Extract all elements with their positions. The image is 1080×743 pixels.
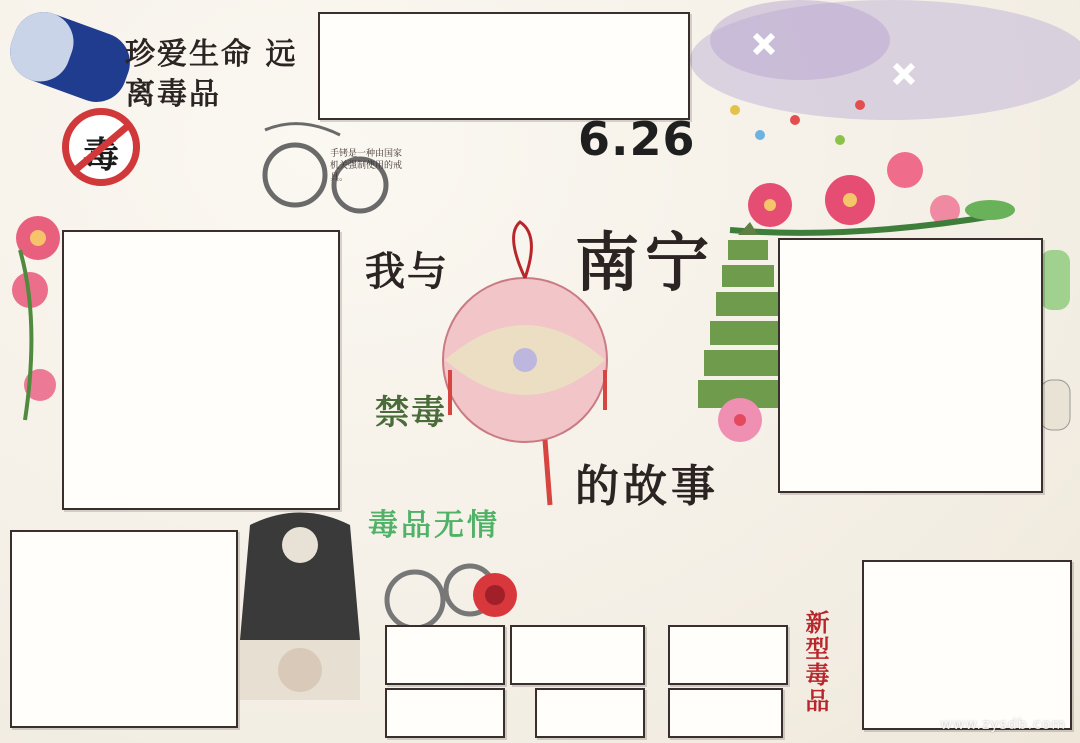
no-drug-sign-text: 毒 [82,134,119,176]
subtitle-right-red: 新型毒品 [801,610,830,714]
date-big: 6.26 [578,112,696,166]
flowers-right [730,152,1015,233]
handcuff-note: 手铐是一种由国家机关强制使用的戒具。 [330,149,403,183]
info-box-5 [535,688,645,738]
title-top-left: 珍爱生命 远离毒品 [125,37,298,112]
info-box-6 [668,688,783,738]
center-title-part1: 我与 [365,248,449,295]
new-drug-text-box [862,560,1072,730]
no-drug-sign [62,108,140,186]
info-box-3 [668,625,788,685]
info-box-4 [385,688,505,738]
intro-text-box [318,12,690,120]
center-title-part3: 禁毒 [375,393,447,433]
flowers-left [12,216,60,420]
info-box-2 [510,625,645,685]
prevention-text-box [10,530,238,728]
center-title-part4: 的故事 [575,461,719,512]
info-box-1 [385,625,505,685]
hazards-text-box [778,238,1043,493]
capsule-icon [2,4,139,111]
center-title-part2: 南宁 [575,226,715,301]
grim-reaper-illustration [240,513,360,701]
story-text-box [62,230,340,510]
subtitle-green: 毒品无情 [368,508,500,543]
watermark: www.zysdb.com [940,717,1066,733]
